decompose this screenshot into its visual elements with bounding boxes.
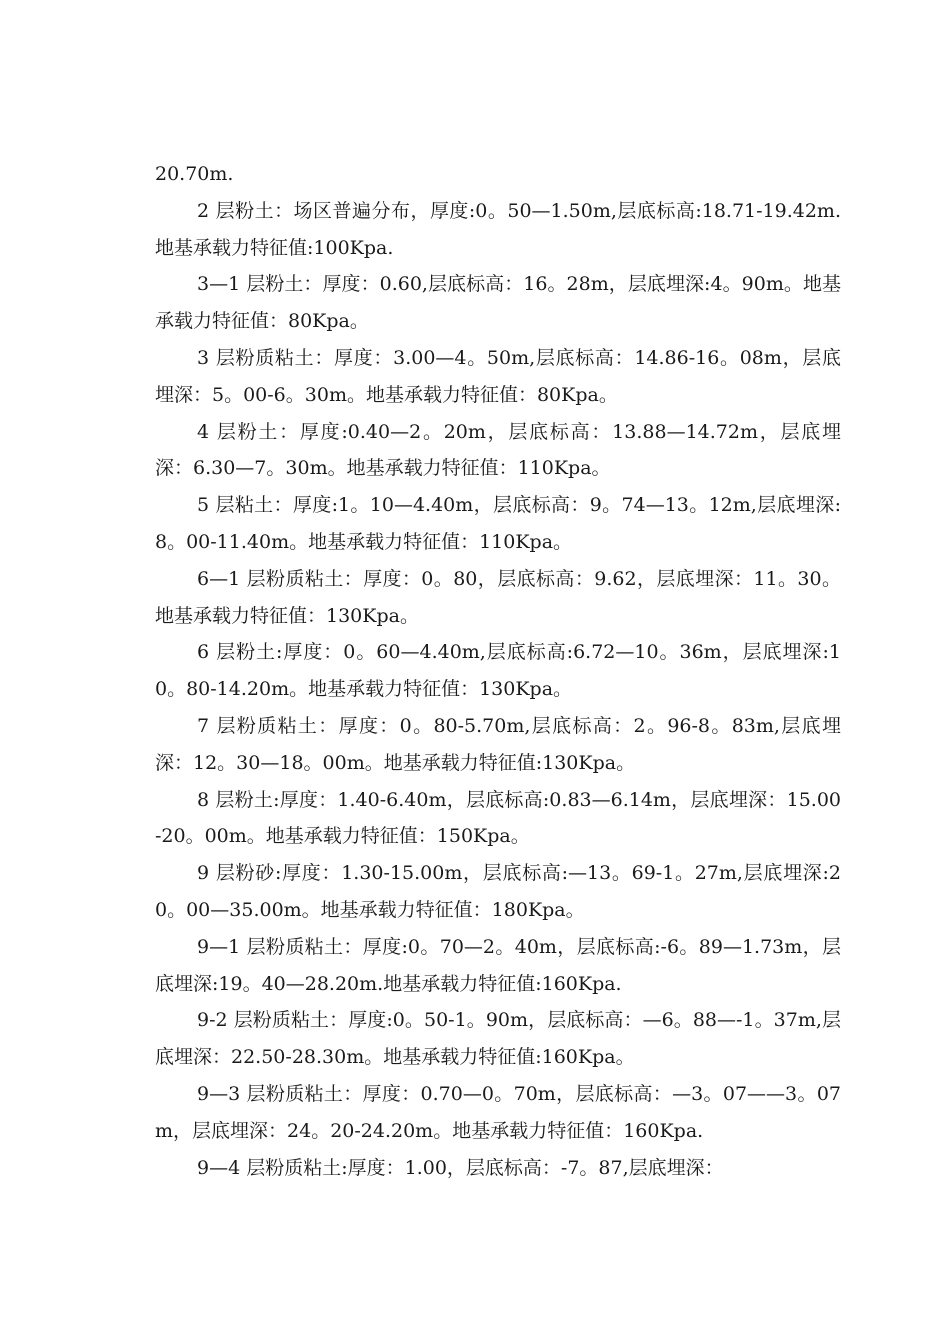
lead-fragment: 20.70m. [155, 163, 234, 185]
paragraph-layer-2: 2 层粉土：场区普遍分布，厚度:0。50—1.50m,层底标高:18.71-19.42m.地基承载力特征值:100Kpa. [155, 199, 841, 259]
paragraph-layer-9-1: 9—1 层粉质粘土：厚度:0。70—2。40m，层底标高:-6。89—1.73m，层底埋深:19。40—28.20m.地基承载力特征值:160Kpa. [155, 935, 841, 995]
paragraph-layer-9-2: 9-2 层粉质粘土：厚度:0。50-1。90m，层底标高：—6。88—-1。37m,层底埋深：22.50-28.30m。地基承载力特征值:160Kpa。 [155, 1009, 841, 1069]
paragraph-layer-9-4: 9—4 层粉质粘土:厚度：1.00，层底标高：-7。87,层底埋深： [197, 1156, 724, 1179]
paragraph-layer-6-1: 6—1 层粉质粘土：厚度：0。80，层底标高：9.62，层底埋深：11。30。地基承载力特征值：130Kpa。 [155, 567, 841, 627]
paragraph-layer-9-3: 9—3 层粉质粘土：厚度：0.70—0。70m，层底标高：—3。07——3。07m，层底埋深：24。20-24.20m。地基承载力特征值：160Kpa. [155, 1082, 841, 1142]
paragraph-layer-3: 3 层粉质粘土：厚度：3.00—4。50m,层底标高：14.86-16。08m，层底埋深：5。00-6。30m。地基承载力特征值：80Kpa。 [155, 346, 841, 406]
paragraph-layer-4: 4 层粉土：厚度:0.40—2。20m，层底标高：13.88—14.72m，层底埋深：6.30—7。30m。地基承载力特征值：110Kpa。 [155, 420, 841, 480]
paragraph-layer-7: 7 层粉质粘土：厚度：0。80-5.70m,层底标高：2。96-8。83m,层底埋深：12。30—18。00m。地基承载力特征值:130Kpa。 [155, 714, 841, 774]
document-page [155, 156, 841, 1186]
paragraph-layer-5: 5 层粘土：厚度:1。10—4.40m，层底标高：9。74—13。12m,层底埋深:8。00-11.40m。地基承载力特征值：110Kpa。 [155, 494, 841, 553]
paragraph-layer-6: 6 层粉土:厚度：0。60—4.40m,层底标高:6.72—10。36m，层底埋深:10。80-14.20m。地基承载力特征值：130Kpa。 [155, 641, 841, 701]
paragraph-layer-8: 8 层粉土:厚度：1.40-6.40m，层底标高:0.83—6.14m，层底埋深：15.00-20。00m。地基承载力特征值：150Kpa。 [155, 788, 841, 848]
paragraph-layer-9: 9 层粉砂:厚度：1.30-15.00m，层底标高:—13。69-1。27m,层底埋深:20。00—35.00m。地基承载力特征值：180Kpa。 [155, 862, 841, 921]
paragraph-layer-3-1: 3—1 层粉土：厚度：0.60,层底标高：16。28m，层底埋深:4。90m。地基承载力特征值：80Kpa。 [155, 273, 841, 333]
